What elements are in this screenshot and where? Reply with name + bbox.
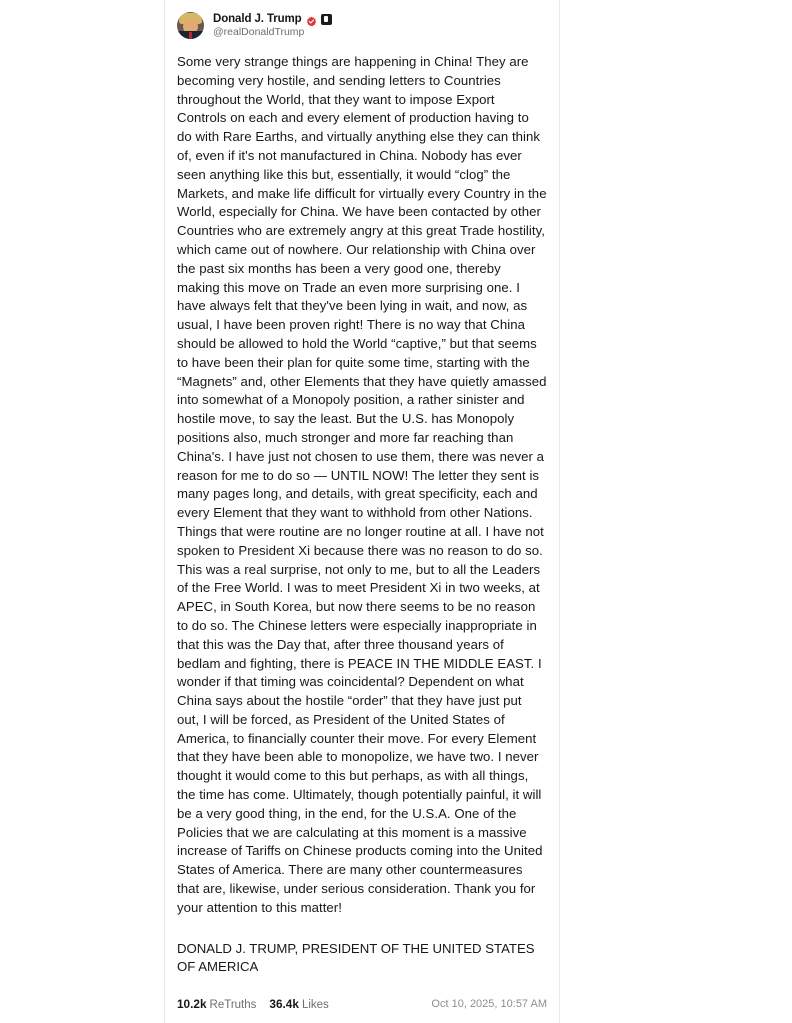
post-card xyxy=(164,0,560,1023)
likes-stat[interactable] xyxy=(269,997,328,1011)
author-names xyxy=(213,12,332,38)
post-body-text: Some very strange things are happening in China! They are becoming very hostile, and sending letters to Countries throughout the World, that they want to impose Export Controls on each and every element of production having to do with Rare Earths, and virtually anything else they can think of, even if it's not manufactured in China. Nobody has ever seen anything like this but, essentially, it would “clog” the Markets, and make life difficult for virtually every Country in the World, especially for China. We have been contacted by other Countries who are extremely angry at this great Trade hostility, which came out of nowhere. Our relationship with China over the past six months has been a very good one, thereby making this move on Trade an even more surprising one. I have always felt that they've been lying in wait, and now, as usual, I have been proven right! There is no way that China should be allowed to hold the World “captive,” but that seems to have been their plan for quite some time, starting with the “Magnets” and, other Elements that they have quietly amassed into somewhat of a Monopoly position, a rather sinister and hostile move, to say the least. But the U.S. has Monopoly positions also, much stronger and more far reaching than China's. I have just not chosen to use them, there was never a reason for me to do so — UNTIL NOW! The letter they sent is many pages long, and details, with great specificity, each and every Element that they want to withhold from other Nations. Things that were routine are no longer routine at all. I have not spoken to President Xi because there was no reason to do so. This was a real surprise, not only to me, but to all the Leaders of the Free World. I was to meet President Xi in two weeks, at APEC, in South Korea, but now there seems to be no reason to do so. The Chinese letters were especially inappropriate in that this was the Day that, after three thousand years of bedlam and fighting, there is PEACE IN THE MIDDLE EAST. I wonder if that timing was coincidental? Dependent on what China says about the hostile “order” that they have just put out, I will be forced, as President of the United States of America, to financially counter their move. For every Element that they have been able to monopolize, we have two. I never thought it would come to this but perhaps, as with all things, the time has come. Ultimately, though potentially painful, it will be a very good thing, in the end, for the U.S.A. One of the Policies that we are calculating at this moment is a massive increase of Tariffs on Chinese products coming into the United States of America. There are many other countermeasures that are, likewise, under serious consideration. Thank you for your attention to this matter! xyxy=(177,54,547,915)
app-badge-icon xyxy=(321,14,332,25)
likes-label: Likes xyxy=(301,999,329,1012)
post-timestamp: Oct 10, 2025, 10:57 AM xyxy=(431,998,547,1011)
verified-badge-icon xyxy=(306,14,317,25)
retruths-stat[interactable] xyxy=(177,997,256,1011)
avatar-tie-shape xyxy=(189,32,192,39)
post-header xyxy=(177,10,547,39)
author-handle[interactable]: @realDonaldTrump xyxy=(213,26,305,38)
retruths-count: 10.2k xyxy=(177,997,207,1012)
likes-count: 36.4k xyxy=(269,997,299,1012)
author-name-row xyxy=(213,13,332,25)
post-signature-text: DONALD J. TRUMP, PRESIDENT OF THE UNITED STATES OF AMERICA xyxy=(177,940,535,975)
retruths-label: ReTruths xyxy=(209,999,257,1012)
author-display-name[interactable]: Donald J. Trump xyxy=(213,13,302,25)
avatar[interactable] xyxy=(177,12,204,39)
post-stats-bar xyxy=(177,997,547,1023)
